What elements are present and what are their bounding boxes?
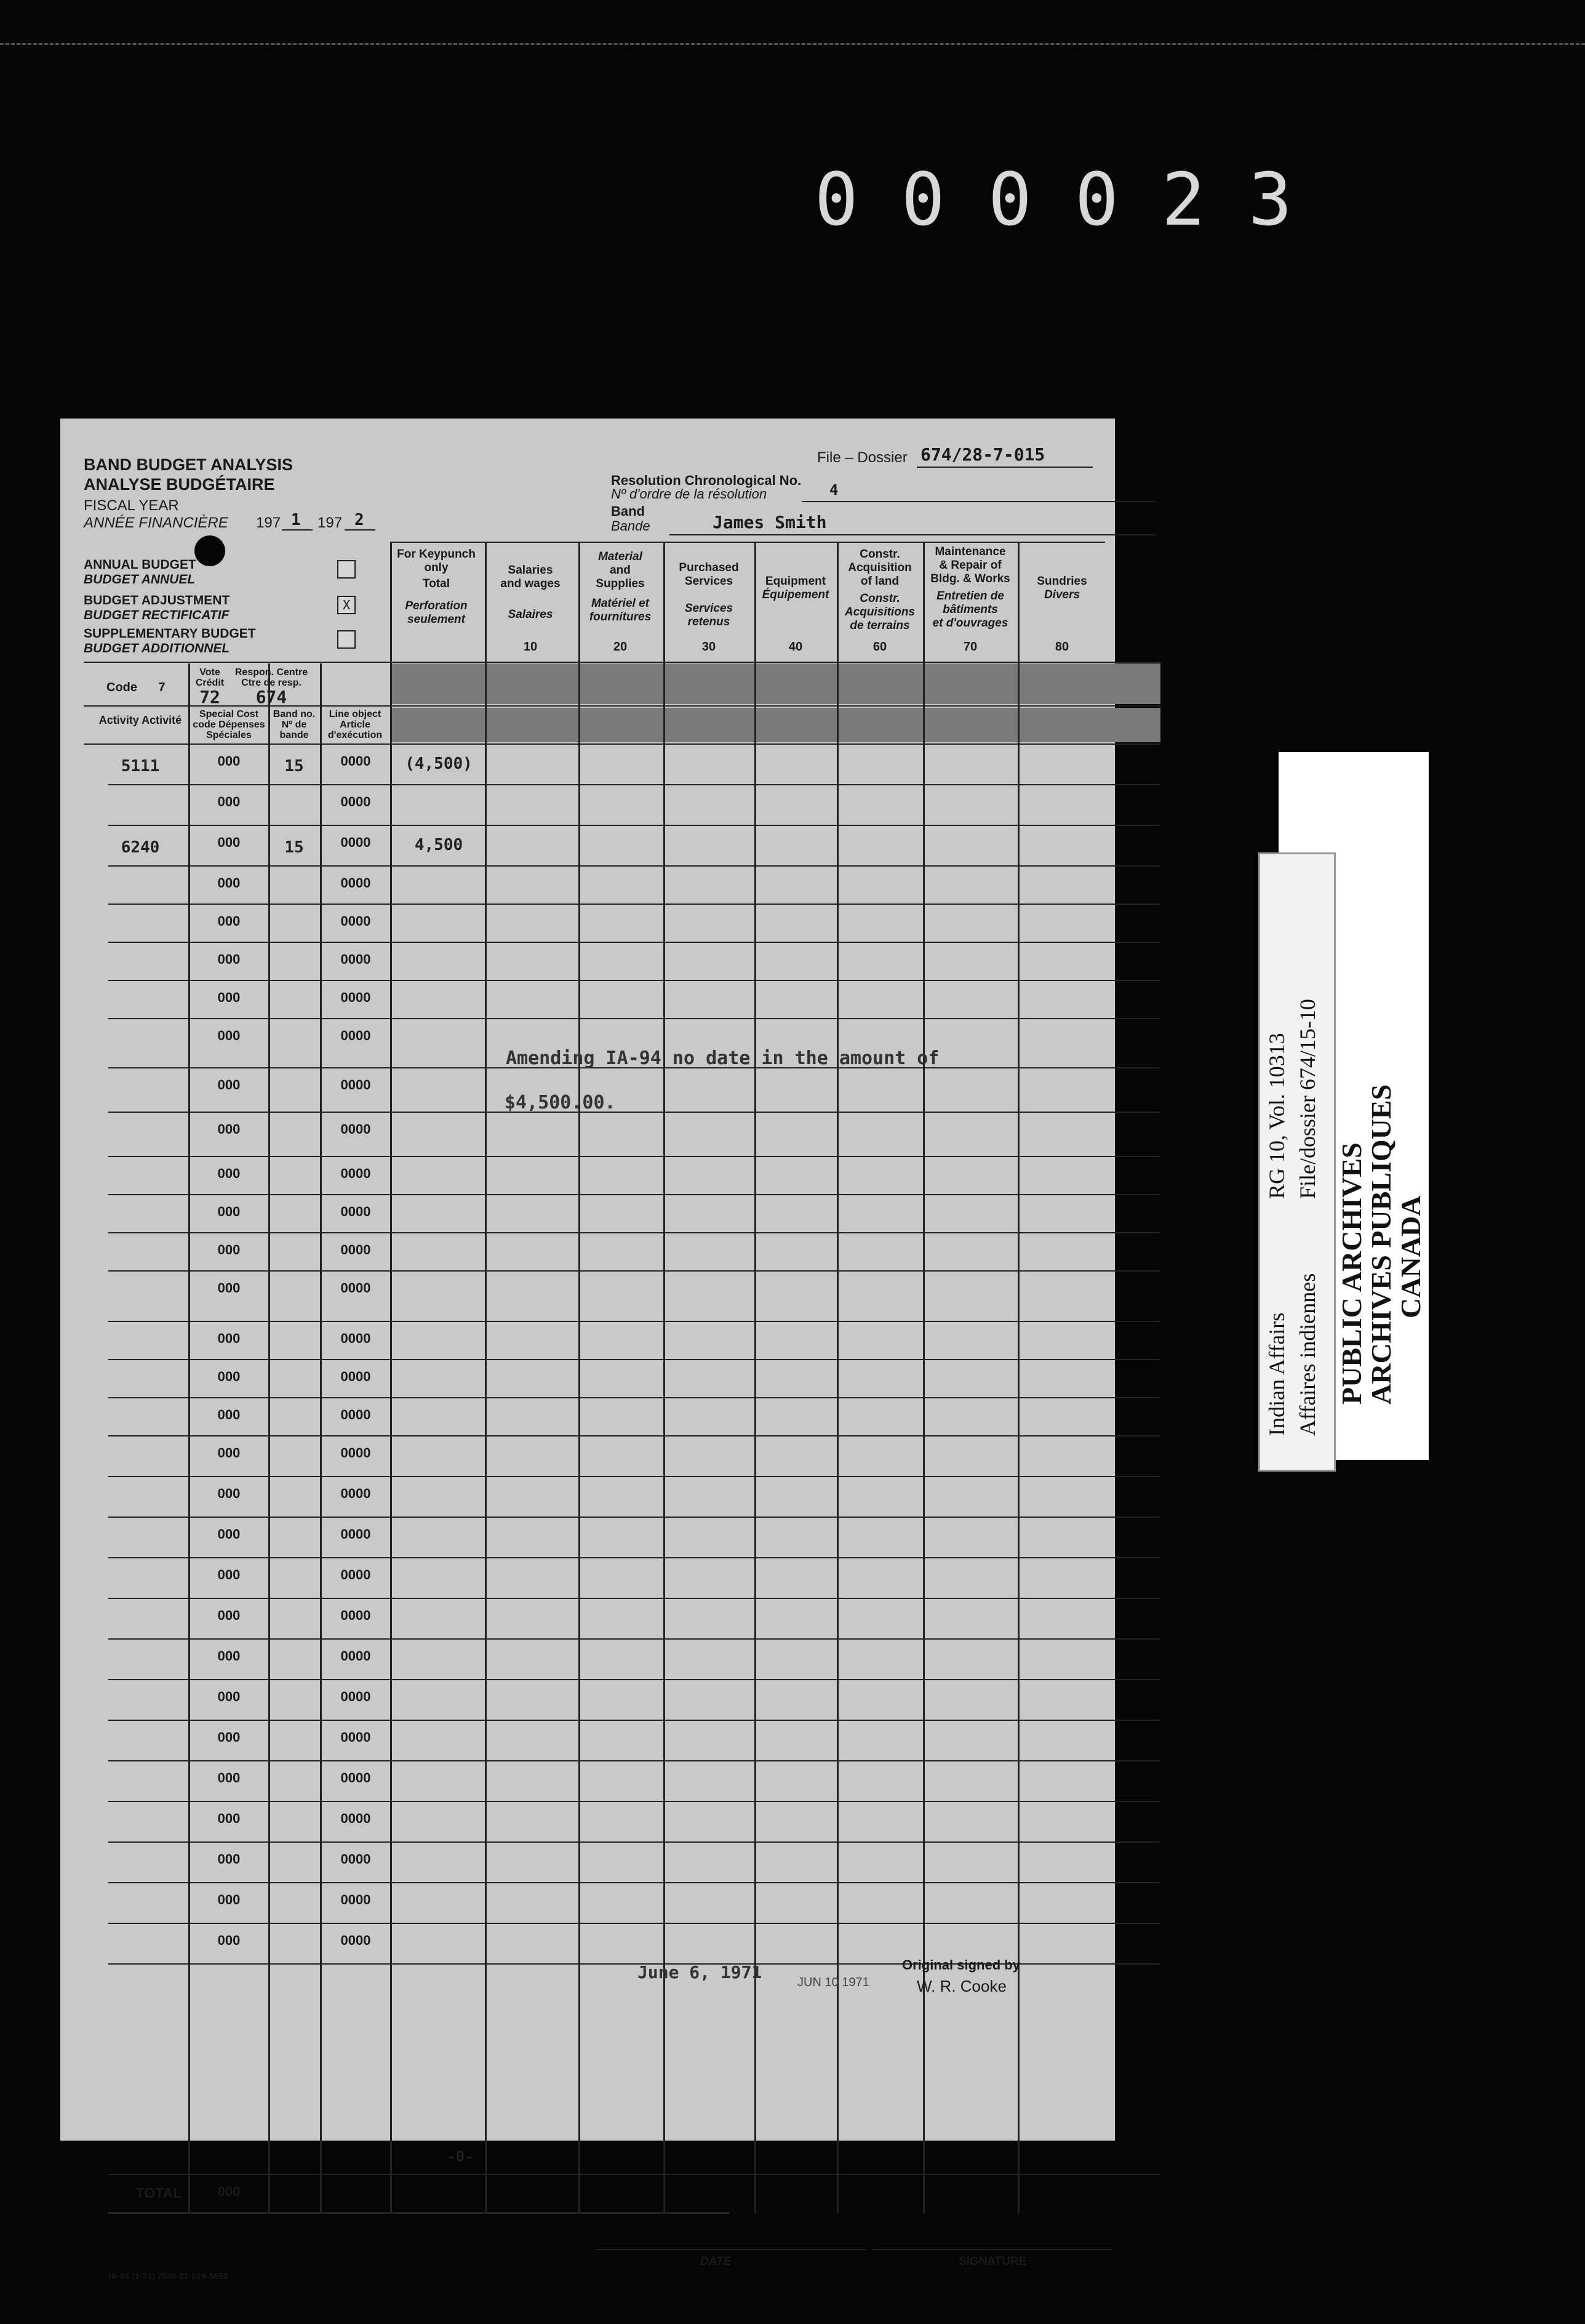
special-code-cell: 000: [217, 1892, 241, 1907]
band-label-en: Band: [611, 503, 645, 519]
total-label: TOTAL: [135, 2185, 182, 2201]
row-rule: [108, 784, 1160, 785]
special-code-cell: 000: [217, 1407, 241, 1422]
line-object-cell: 0000: [340, 1729, 371, 1745]
amendment-note-line1: Amending IA-94 no date in the amount of: [506, 1048, 940, 1069]
vline-band: [268, 663, 270, 2213]
header-bottom-rule: [84, 662, 1160, 663]
date-label: DATE: [700, 2255, 732, 2268]
row-rule: [108, 1517, 1160, 1518]
row-rule: [108, 1156, 1160, 1157]
special-code-cell: 000: [217, 1077, 241, 1092]
activity-cell: 5111: [121, 757, 160, 775]
date-stamp: JUN 10 1971: [797, 1976, 869, 1989]
col-num-10: 10: [523, 640, 538, 654]
form-title-en: BAND BUDGET ANALYSIS: [84, 455, 293, 474]
year-start-value: 1: [291, 511, 301, 529]
special-code-label: Special Cost code Dépenses Spéciales: [193, 709, 265, 740]
special-code-cell: 000: [217, 1811, 241, 1826]
row-rule: [108, 1321, 1160, 1322]
date-value: June 6, 1971: [637, 1962, 762, 1982]
row-rule: [108, 1018, 1160, 1019]
line-object-cell: 0000: [340, 952, 371, 967]
special-code-cell: 000: [217, 1567, 241, 1582]
frame-number: 000023: [814, 157, 1335, 242]
line-object-cell: 0000: [340, 1077, 371, 1092]
activity-label: Activity Activité: [98, 714, 182, 726]
code-value: 7: [158, 681, 166, 694]
special-code-cell: 000: [217, 1770, 241, 1785]
option-supplementary: SUPPLEMENTARY BUDGET BUDGET ADDITIONNEL: [84, 627, 256, 655]
punch-hole: [194, 535, 225, 566]
row-rule: [108, 1476, 1160, 1477]
special-code-cell: 000: [217, 1028, 241, 1043]
col-header-sundries: Sundries Divers: [1037, 575, 1087, 601]
resolution-label-en: Resolution Chronological No.: [611, 473, 802, 488]
vline-60: [837, 542, 839, 2213]
row-rule: [108, 1359, 1160, 1360]
row-rule: [108, 825, 1160, 826]
option-annual: ANNUAL BUDGET BUDGET ANNUEL: [84, 558, 196, 587]
year-prefix-start: 197: [256, 515, 281, 531]
total-amount: -0-: [447, 2148, 474, 2165]
line-object-cell: 0000: [340, 753, 371, 769]
col-header-equipment: Equipment Équipement: [762, 575, 829, 601]
vline-20: [578, 542, 580, 2213]
total-bottom-rule: [108, 2212, 730, 2214]
code-row-shade: [391, 663, 1160, 704]
line-object-cell: 0000: [340, 1892, 371, 1907]
special-code-cell: 000: [217, 1648, 241, 1664]
col-header-maintenance: Maintenance & Repair of Bldg. & Works Entretien de bâtiments et d'ouvrages: [930, 545, 1010, 630]
row-rule: [108, 1638, 1160, 1640]
resolution-label-fr: Nº d'ordre de la résolution: [611, 486, 767, 502]
line-object-cell: 0000: [340, 835, 371, 850]
special-code-cell: 000: [217, 1608, 241, 1623]
resp-centre-value: 674: [255, 687, 287, 707]
option-adjustment: BUDGET ADJUSTMENT BUDGET RECTIFICATIF: [84, 593, 230, 622]
total-top-rule: [108, 2174, 1160, 2175]
budget-form: [60, 419, 1115, 2281]
year-end-value: 2: [354, 511, 364, 529]
year-prefix-end: 197: [317, 515, 343, 531]
special-code-cell: 000: [217, 875, 241, 891]
checkbox-adjustment[interactable]: X: [337, 596, 356, 614]
row-rule: [108, 1557, 1160, 1558]
line-object-cell: 0000: [340, 1567, 371, 1582]
band-no-label: Band no. Nº de bande: [273, 709, 316, 740]
row-rule: [108, 1882, 1160, 1883]
row-rule: [108, 1841, 1160, 1843]
vline-total: [390, 542, 392, 2213]
resolution-value: 4: [829, 481, 839, 499]
band-label-fr: Bande: [611, 518, 650, 534]
signatory-name: W. R. Cooke: [917, 1977, 1007, 1995]
vote-label: Vote Crédit: [195, 667, 225, 688]
band-value: James Smith: [713, 512, 827, 532]
file-underline: [917, 467, 1093, 468]
col-num-30: 30: [701, 640, 716, 654]
line-object-cell: 0000: [340, 990, 371, 1005]
col-header-total: For Keypunch only Total Perforation seulement: [397, 548, 476, 626]
signature-label: SIGNATURE: [959, 2255, 1027, 2268]
col-num-80: 80: [1055, 640, 1069, 654]
archive-dept-en: Indian Affairs: [1264, 1312, 1289, 1436]
special-code-cell: 000: [217, 1689, 241, 1704]
amendment-note-line2: $4,500.00.: [505, 1092, 616, 1113]
band-no-cell: 15: [284, 757, 304, 775]
line-object-cell: 0000: [340, 1689, 371, 1704]
form-title-fr: ANALYSE BUDGÉTAIRE: [84, 475, 275, 494]
special-code-cell: 000: [217, 835, 241, 850]
row-rule: [108, 865, 1160, 867]
archive-dept-fr: Affaires indiennes: [1295, 1273, 1320, 1436]
date-underline: [596, 2249, 866, 2250]
row-rule: [108, 1194, 1160, 1195]
vline-10: [485, 542, 487, 2213]
row-rule: [108, 1801, 1160, 1802]
line-object-cell: 0000: [340, 1028, 371, 1043]
col-num-20: 20: [613, 640, 628, 654]
col-num-40: 40: [788, 640, 803, 654]
line-object-label: Line object Article d'exécution: [327, 709, 383, 740]
special-code-cell: 000: [217, 913, 241, 929]
activity-cell: 6240: [121, 838, 160, 857]
archive-line2: ARCHIVES PUBLIQUES: [1365, 1084, 1397, 1404]
line-object-cell: 0000: [340, 1121, 371, 1137]
special-code-cell: 000: [217, 1851, 241, 1867]
checkbox-annual[interactable]: [337, 560, 356, 579]
vline-special: [188, 663, 190, 2213]
line-object-cell: 0000: [340, 1204, 371, 1219]
row-rule: [108, 1270, 1160, 1272]
total-cell: 4,500: [414, 836, 463, 854]
special-code-cell: 000: [217, 753, 241, 769]
line-object-cell: 0000: [340, 1166, 371, 1181]
row-rule: [108, 1598, 1160, 1599]
row-rule: [108, 1232, 1160, 1233]
checkbox-supplementary[interactable]: [337, 630, 356, 649]
line-object-cell: 0000: [340, 1933, 371, 1948]
row-rule: [108, 1720, 1160, 1721]
line-object-cell: 0000: [340, 1280, 371, 1296]
total-special-code: 000: [217, 2184, 241, 2199]
file-value: 674/28-7-015: [920, 444, 1045, 465]
line-object-cell: 0000: [340, 1242, 371, 1257]
resp-centre-label: Respon. Centre Ctre de resp.: [234, 667, 308, 688]
special-code-cell: 000: [217, 990, 241, 1005]
special-code-cell: 000: [217, 1121, 241, 1137]
line-object-cell: 0000: [340, 1851, 371, 1867]
row-rule: [108, 1112, 1160, 1113]
code-label: Code: [106, 681, 137, 694]
resolution-underline: [802, 501, 1156, 502]
archive-line1: PUBLIC ARCHIVES: [1336, 1142, 1367, 1404]
archive-file: File/dossier 674/15-10: [1295, 999, 1320, 1199]
special-code-cell: 000: [217, 1280, 241, 1296]
col-num-70: 70: [963, 640, 978, 654]
line-object-cell: 0000: [340, 875, 371, 891]
band-underline: [669, 534, 1156, 535]
scan-edge-line: [0, 43, 1585, 47]
vote-value: 72: [199, 687, 220, 707]
total-cell: (4,500): [405, 755, 473, 773]
special-code-cell: 000: [217, 1486, 241, 1501]
band-no-cell: 15: [284, 838, 304, 857]
fiscal-year-label-fr: ANNÉE FINANCIÈRE: [84, 515, 228, 531]
row-rule: [108, 1435, 1160, 1436]
year-start-underline: [282, 529, 313, 531]
row-rule: [108, 980, 1160, 981]
year-end-underline: [345, 529, 375, 531]
special-code-cell: 000: [217, 1445, 241, 1461]
special-code-cell: 000: [217, 1166, 241, 1181]
col-header-construction: Constr. Acquisition of land Constr. Acquisitions de terrains: [844, 548, 915, 632]
signed-by-label: Original signed by: [902, 1957, 1020, 1973]
line-object-cell: 0000: [340, 1369, 371, 1384]
fiscal-year-label-en: FISCAL YEAR: [84, 497, 179, 514]
signature-underline: [872, 2249, 1112, 2250]
line-object-cell: 0000: [340, 1811, 371, 1826]
special-code-cell: 000: [217, 1369, 241, 1384]
line-object-cell: 0000: [340, 1445, 371, 1461]
col-num-60: 60: [872, 640, 887, 654]
special-code-cell: 000: [217, 794, 241, 809]
row-rule: [108, 1760, 1160, 1761]
special-code-cell: 000: [217, 1729, 241, 1745]
line-object-cell: 0000: [340, 1608, 371, 1623]
col-header-material: Material and Supplies Matériel et fournitures: [589, 550, 652, 623]
special-code-cell: 000: [217, 1331, 241, 1346]
row-rule: [108, 942, 1160, 943]
special-code-cell: 000: [217, 952, 241, 967]
col-header-salaries: Salaries and wages Salaires: [500, 564, 561, 621]
line-object-cell: 0000: [340, 1526, 371, 1542]
line-object-cell: 0000: [340, 1770, 371, 1785]
line-object-cell: 0000: [340, 913, 371, 929]
col-header-purchased: Purchased Services Services retenus: [679, 561, 739, 628]
header-top-rule: [391, 542, 1105, 543]
row-rule: [108, 1679, 1160, 1680]
file-label: File – Dossier: [817, 449, 908, 466]
line-object-cell: 0000: [340, 1407, 371, 1422]
activity-row-shade: [391, 708, 1160, 742]
line-object-cell: 0000: [340, 1648, 371, 1664]
activity-row-rule: [84, 743, 1160, 745]
special-code-cell: 000: [217, 1933, 241, 1948]
special-code-cell: 000: [217, 1242, 241, 1257]
line-object-cell: 0000: [340, 1331, 371, 1346]
archive-line3: CANADA: [1395, 1195, 1426, 1318]
row-rule: [108, 904, 1160, 905]
line-object-cell: 0000: [340, 794, 371, 809]
line-object-cell: 0000: [340, 1486, 371, 1501]
special-code-cell: 000: [217, 1526, 241, 1542]
special-code-cell: 000: [217, 1204, 241, 1219]
form-code: IA-94 (1-71) 7530-21-029-5655: [108, 2271, 228, 2281]
archive-reference-slip: [1258, 852, 1336, 1472]
archive-rg: RG 10, Vol. 10313: [1264, 1033, 1289, 1199]
row-rule: [108, 1397, 1160, 1398]
row-rule: [108, 1923, 1160, 1924]
vline-line: [320, 663, 322, 2213]
